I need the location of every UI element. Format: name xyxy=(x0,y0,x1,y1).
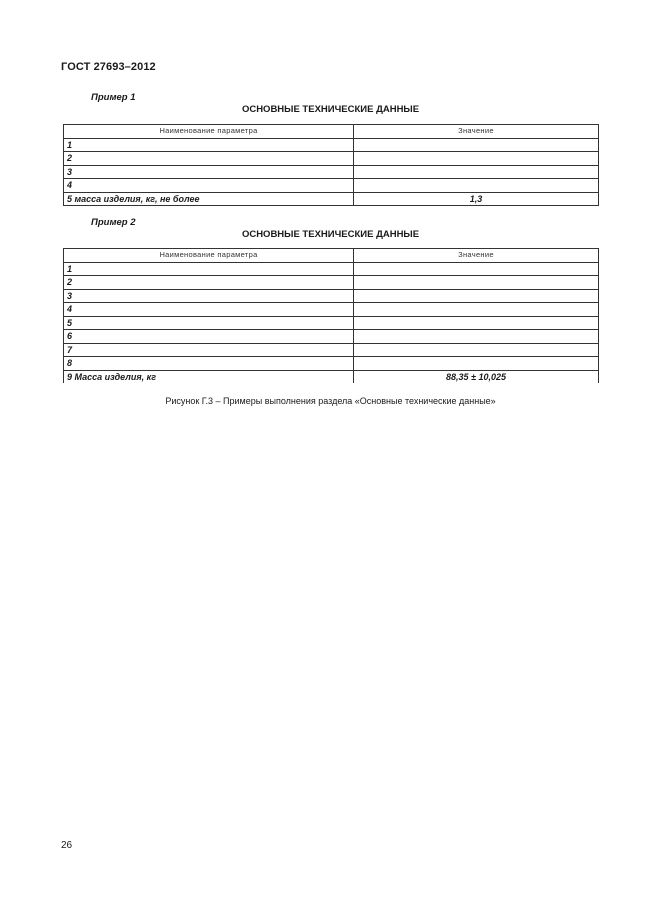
parameter-value xyxy=(354,138,599,152)
example-2-label: Пример 2 xyxy=(91,217,136,228)
document-header: ГОСТ 27693–2012 xyxy=(61,61,156,73)
parameter-name: 8 xyxy=(64,357,354,371)
example-1-title: ОСНОВНЫЕ ТЕХНИЧЕСКИЕ ДАННЫЕ xyxy=(241,104,420,115)
parameter-value xyxy=(354,330,599,344)
example-1-table xyxy=(63,124,599,206)
column-header-parameter: Наименование параметра xyxy=(64,125,354,139)
parameter-name: 2 xyxy=(64,152,354,166)
column-header-value: Значение xyxy=(354,125,599,139)
example-2-title: ОСНОВНЫЕ ТЕХНИЧЕСКИЕ ДАННЫЕ xyxy=(241,229,420,240)
parameter-value xyxy=(354,179,599,193)
table-row xyxy=(64,276,599,290)
table-header-row xyxy=(64,125,599,139)
parameter-value: 1,3 xyxy=(354,192,599,206)
page-number: 26 xyxy=(61,840,73,851)
parameter-value xyxy=(354,343,599,357)
table-row xyxy=(64,152,599,166)
table-row xyxy=(64,316,599,330)
parameter-value xyxy=(354,289,599,303)
table-row xyxy=(64,357,599,371)
parameter-name: 3 xyxy=(64,165,354,179)
parameter-value xyxy=(354,165,599,179)
parameter-name: 1 xyxy=(64,262,354,276)
table-header-row xyxy=(64,249,599,263)
table-row xyxy=(64,370,599,383)
table-row xyxy=(64,138,599,152)
table-row xyxy=(64,165,599,179)
parameter-name: 1 xyxy=(64,138,354,152)
table-row xyxy=(64,330,599,344)
parameter-name: 4 xyxy=(64,179,354,193)
parameter-value xyxy=(354,276,599,290)
example-2-table xyxy=(63,248,599,383)
example-1-label: Пример 1 xyxy=(91,92,136,103)
table-row xyxy=(64,289,599,303)
parameter-name: 5 масса изделия, кг, не более xyxy=(64,192,354,206)
parameter-value xyxy=(354,316,599,330)
parameter-name: 4 xyxy=(64,303,354,317)
column-header-value: Значение xyxy=(354,249,599,263)
table-row xyxy=(64,192,599,206)
parameter-value xyxy=(354,152,599,166)
table-row xyxy=(64,179,599,193)
parameter-name: 2 xyxy=(64,276,354,290)
figure-caption: Рисунок Г.3 – Примеры выполнения раздела «Основные технические данные» xyxy=(165,396,496,406)
parameter-name: 7 xyxy=(64,343,354,357)
parameter-name: 6 xyxy=(64,330,354,344)
parameter-value xyxy=(354,262,599,276)
table-row xyxy=(64,303,599,317)
parameter-name: 3 xyxy=(64,289,354,303)
table-row xyxy=(64,343,599,357)
parameter-name: 5 xyxy=(64,316,354,330)
parameter-name: 9 Масса изделия, кг xyxy=(64,370,354,383)
parameter-value xyxy=(354,303,599,317)
column-header-parameter: Наименование параметра xyxy=(64,249,354,263)
table-row xyxy=(64,262,599,276)
parameter-value xyxy=(354,357,599,371)
parameter-value: 88,35 ± 10,025 xyxy=(354,370,599,383)
